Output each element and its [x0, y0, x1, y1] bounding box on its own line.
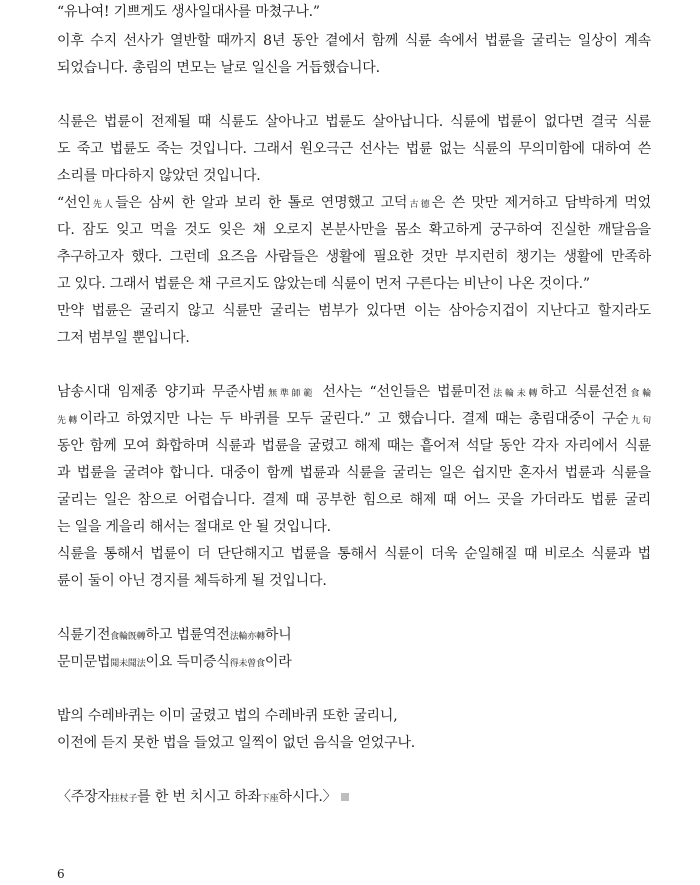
text-line: 이후 수지 선사가 열반할 때까지 8년 동안 곁에서 함께 식륜 속에서 법륜을 굴리는 일상이 계속 — [57, 33, 651, 49]
text-line: 동안 함께 모여 화합하며 식륜과 법륜을 굴렸고 해제 때는 흩어져 석달 동안 각자 자리에서 식륜 — [57, 438, 651, 454]
text-line: 추구하고자 했다. 그런데 요즈음 사람들은 생활에 필요한 것만 부지런히 챙기는 생활에 만족하 — [57, 249, 651, 265]
page-number: 6 — [57, 867, 65, 881]
verse-line: 문미문법聞未聞法이요 득미증식得未曾食이라 — [57, 654, 292, 670]
verse-translation-line: 이전에 듣지 못한 법을 들었고 일찍이 없던 음식을 얻었구나. — [57, 735, 416, 751]
text-line: 만약 법륜은 굴리지 않고 식륜만 굴리는 범부가 있다면 이는 삼아승지겁이 지난다고 할지라도 — [57, 303, 651, 319]
text-line: 과 법륜을 굴려야 합니다. 대중이 함께 법륜과 식륜을 굴리는 일은 쉽지만 혼자서 법륜과 식륜을 — [57, 465, 651, 481]
text-line: 륜이 둘이 아닌 경지를 체득하게 될 것입니다. — [57, 573, 327, 589]
text-line: 도 죽고 법륜도 죽는 것입니다. 그래서 원오극근 선사는 법륜 없는 식륜의 무의미함에 대하여 쓴 — [57, 141, 651, 157]
text-line: 식륜은 법륜이 전제될 때 식륜도 살아나고 법륜도 살아납니다. 식륜에 법륜이 없다면 결국 식륜 — [57, 114, 651, 130]
text-line: “유나여! 기쁘게도 생사일대사를 마쳤구나.” — [57, 4, 320, 20]
text-line: 남송시대 임제종 양기파 무준사범無準師範 선사는 “선인들은 법륜미전法輪未轉하고 식륜선전食輪 — [57, 384, 652, 400]
verse-line: 식륜기전食輪旣轉하고 법륜역전法輪亦轉하니 — [57, 627, 292, 643]
text-line: 는 일을 게을리 해서는 절대로 안 될 것입니다. — [57, 519, 331, 535]
text-line: 다. 잠도 잊고 먹을 것도 잊은 채 오로지 본분사만을 몸소 확고하게 궁구하여 진실한 깨달음을 — [57, 222, 651, 238]
text-line: 先轉이라고 하였지만 나는 두 바퀴를 모두 굴린다.” 고 했습니다. 결제 때는 총림대중이 구순九旬 — [57, 411, 651, 427]
text-line: “선인先人들은 삼씨 한 알과 보리 한 톨로 연명했고 고덕古德은 쓴 맛만 제거하고 담박하게 먹었 — [57, 195, 651, 211]
text-line: 고 있다. 그래서 법륜은 채 구르지도 않았는데 식륜이 먼저 구른다는 비난이 나온 것이다.” — [57, 276, 590, 292]
verse-translation-line: 밥의 수레바퀴는 이미 굴렸고 법의 수레바퀴 또한 굴리니, — [57, 708, 398, 724]
text-line: 되었습니다. 총림의 면모는 날로 일신을 거듭했습니다. — [57, 60, 380, 76]
text-line: 소리를 마다하지 않았던 것입니다. — [57, 168, 261, 184]
text-line: 그저 범부일 뿐입니다. — [57, 330, 190, 346]
text-line: 굴리는 일은 참으로 어렵습니다. 결제 때 공부한 힘으로 해제 때 어느 곳을 가더라도 법륜 굴리 — [57, 492, 651, 508]
closing-note-text: 〈주장자拄杖子를 한 번 치시고 하좌下座하시다.〉 — [57, 789, 337, 805]
end-mark-icon — [341, 793, 349, 801]
text-line: 식륜을 통해서 법륜이 더 단단해지고 법륜을 통해서 식륜이 더욱 순일해질 때 비로소 식륜과 법 — [57, 546, 651, 562]
closing-note — [57, 788, 349, 808]
